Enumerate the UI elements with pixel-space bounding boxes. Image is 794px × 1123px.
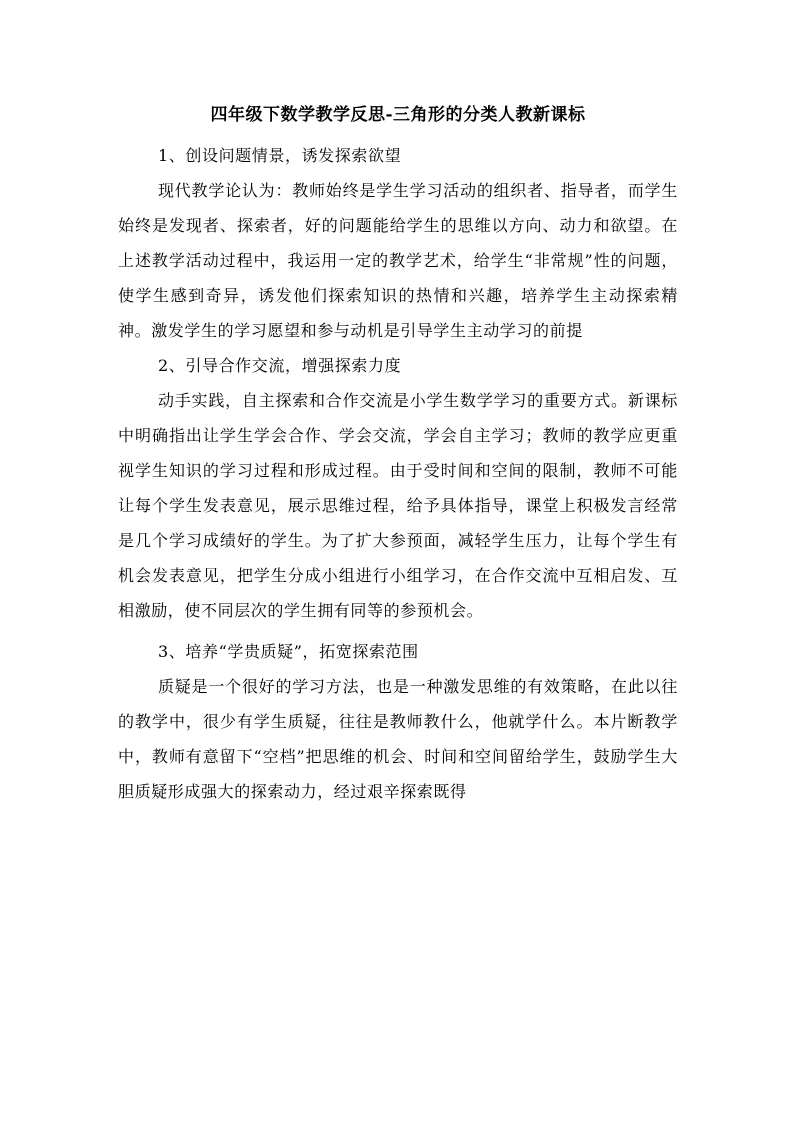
section-paragraph-3: 质疑是一个很好的学习方法，也是一种激发思维的有效策略，在此以往的教学中，很少有学生质疑，往往是教师教什么，他就学什么。本片断教学中，教师有意留下“空档”把思维的机会、时间和空间留给学生，鼓励学生大胆质疑形成强大的探索动力，经过艰辛探索既得 — [118, 677, 678, 801]
section-heading-1: 1、创设问题情景，诱发探索欲望 — [158, 146, 402, 165]
section-paragraph-1: 现代教学论认为：教师始终是学生学习活动的组织者、指导者，而学生始终是发现者、探索者，好的问题能给学生的思维以方向、动力和欲望。在上述教学活动过程中，我运用一定的教学艺术，给学生“非常规”性的问题，使学生感到奇异，诱发他们探索知识的热情和兴趣，培养学生主动探索精神。激发学生的学习愿望和参与动机是引导学生主动学习的前提 — [118, 181, 678, 340]
section-heading-2: 2、引导合作交流，增强探索力度 — [158, 356, 402, 375]
section-paragraph-2: 动手实践，自主探索和合作交流是小学生数学学习的重要方式。新课标中明确指出让学生学会合作、学会交流，学会自主学习；教师的教学应更重视学生知识的学习过程和形成过程。由于受时间和空间的限制，教师不可能让每个学生发表意见，展示思维过程，给予具体指导，课堂上积极发言经常是几个学习成绩好的学生。为了扩大参预面，减轻学生压力，让每个学生有机会发表意见，把学生分成小组进行小组学习，在合作交流中互相启发、互相激励，使不同层次的学生拥有同等的参预机会。 — [118, 391, 678, 620]
document-body — [118, 100, 678, 809]
section-heading-3: 3、培养“学贵质疑”，拓宽探索范围 — [158, 642, 419, 661]
document-title: 四年级下数学教学反思-三角形的分类人教新课标 — [210, 105, 586, 125]
